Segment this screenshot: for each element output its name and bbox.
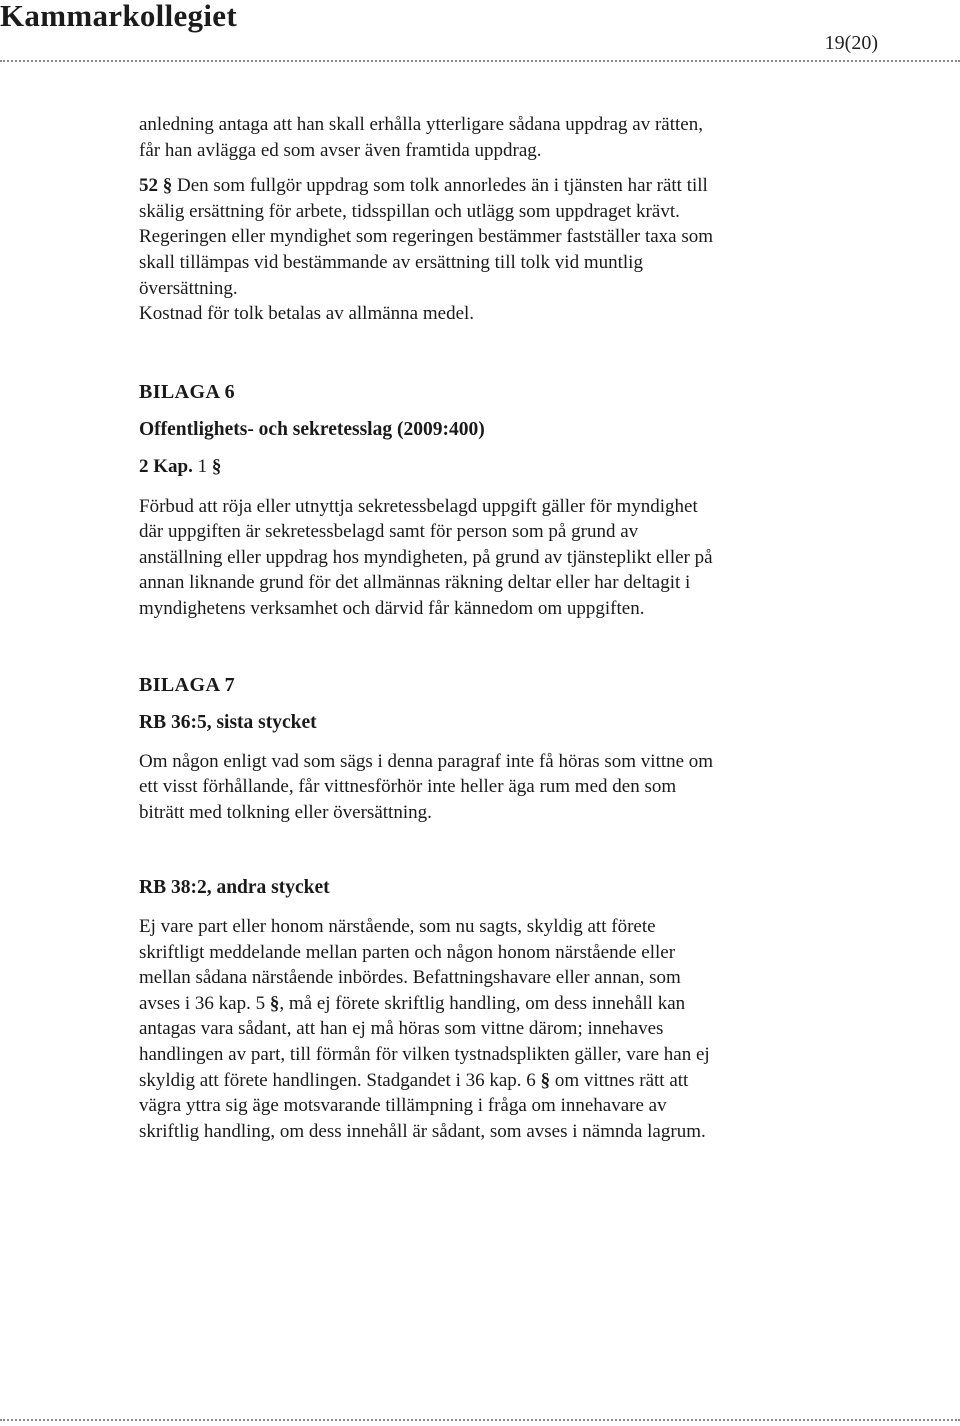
paragraph-line: skriftlig handling, om dess innehåll är sådant, som avses i nämnda lagrum.: [139, 1120, 706, 1142]
paragraph-line: avses i 36 kap. 5: [139, 992, 266, 1014]
paragraph-line: Ej vare part eller honom närstående, som nu sagts, skyldig att förete: [139, 916, 656, 938]
paragraph-line: skall tillämpas vid bestämmande av ersättning till tolk vid muntlig: [139, 251, 643, 273]
paragraph-line: skriftligt meddelande mellan parten och någon honom närstående eller: [139, 941, 676, 963]
section-sign-icon: §: [269, 992, 280, 1014]
paragraph-line: översättning.: [139, 277, 238, 299]
paragraph-line: där uppgiften är sekretessbelagd samt för person som på grund av: [139, 521, 639, 543]
paragraph-line: anställning eller uppdrag hos myndigheten, på grund av tjänsteplikt eller på: [139, 546, 713, 568]
paragraph-line: Förbud att röja eller utnyttja sekretessbelagd uppgift gäller för myndighet: [139, 495, 698, 517]
paragraph-line: Regeringen eller myndighet som regeringen bestämmer fastställer taxa som: [139, 226, 714, 248]
rb-36-5-paragraph: [139, 749, 829, 826]
header-divider: [0, 60, 960, 62]
paragraph-line: mellan sådana närstående inbördes. Befattningshavare eller annan, som: [139, 967, 681, 989]
intro-line: anledning antaga att han skall erhålla ytterligare sådana uppdrag av rätten,: [139, 114, 703, 135]
section-sign-icon: §: [540, 1069, 551, 1091]
footer-divider: [0, 1419, 960, 1421]
section-sign-icon: §: [211, 455, 222, 477]
paragraph-line: Om någon enligt vad som sägs i denna paragraf inte få höras som vittne om: [139, 750, 714, 772]
bilaga-7-heading: BILAGA 7: [139, 673, 236, 696]
paragraph-line: biträtt med tolkning eller översättning.: [139, 801, 432, 823]
paragraph-line: , må ej förete skriftlig handling, om dess innehåll kan: [279, 992, 686, 1014]
page-number: 19(20): [824, 32, 878, 54]
paragraph-line: vägra yttra sig äge motsvarande tillämpning i fråga om innehavare av: [139, 1095, 667, 1117]
document-body: [139, 112, 829, 1144]
paragraph-line: annan liknande grund för det allmännas räkning deltar eller har deltagit i: [139, 572, 691, 594]
section-number: 52: [139, 175, 158, 197]
paragraph-line: om vittnes rätt att: [554, 1069, 689, 1091]
paragraph-line: Kostnad för tolk betalas av allmänna medel.: [139, 303, 475, 325]
section-52-paragraph: [139, 173, 829, 327]
intro-paragraph: [139, 112, 829, 163]
paragraph-line: antagas vara sådant, att han ej må höras som vittne därom; innehaves: [139, 1018, 664, 1040]
rb-38-2-title: RB 38:2, andra stycket: [139, 877, 330, 899]
rb-38-2-paragraph: [139, 914, 829, 1144]
paragraph-line: skälig ersättning för arbete, tidsspillan och utlägg som uppdraget krävt.: [139, 200, 680, 222]
paragraph-line: skyldig att förete handlingen. Stadgandet i 36 kap. 6: [139, 1069, 536, 1091]
chapter-label: 2 Kap.: [139, 455, 193, 477]
paragraph-line: myndighetens verksamhet och därvid får kännedom om uppgiften.: [139, 597, 645, 619]
bilaga-6-title: Offentlighets- och sekretesslag (2009:400): [139, 419, 485, 441]
section-sign-icon: §: [162, 175, 173, 197]
intro-line: får han avlägga ed som avser även framtida uppdrag.: [139, 139, 542, 161]
bilaga-6-paragraph: [139, 494, 829, 622]
organization-title: Kammarkollegiet: [0, 0, 237, 33]
paragraph-line: Den som fullgör uppdrag som tolk annorledes än i tjänsten har rätt till: [177, 175, 708, 197]
paragraph-line: handlingen av part, till förmån för vilken tystnadsplikten gäller, vare han ej: [139, 1044, 710, 1066]
paragraph-line: ett visst förhållande, får vittnesförhör inte heller äga rum med den som: [139, 776, 677, 798]
rb-36-5-title: RB 36:5, sista stycket: [139, 712, 317, 734]
bilaga-6-heading: BILAGA 6: [139, 380, 236, 403]
chapter-section-number: 1: [197, 455, 208, 477]
chapter-reference: [139, 454, 829, 480]
